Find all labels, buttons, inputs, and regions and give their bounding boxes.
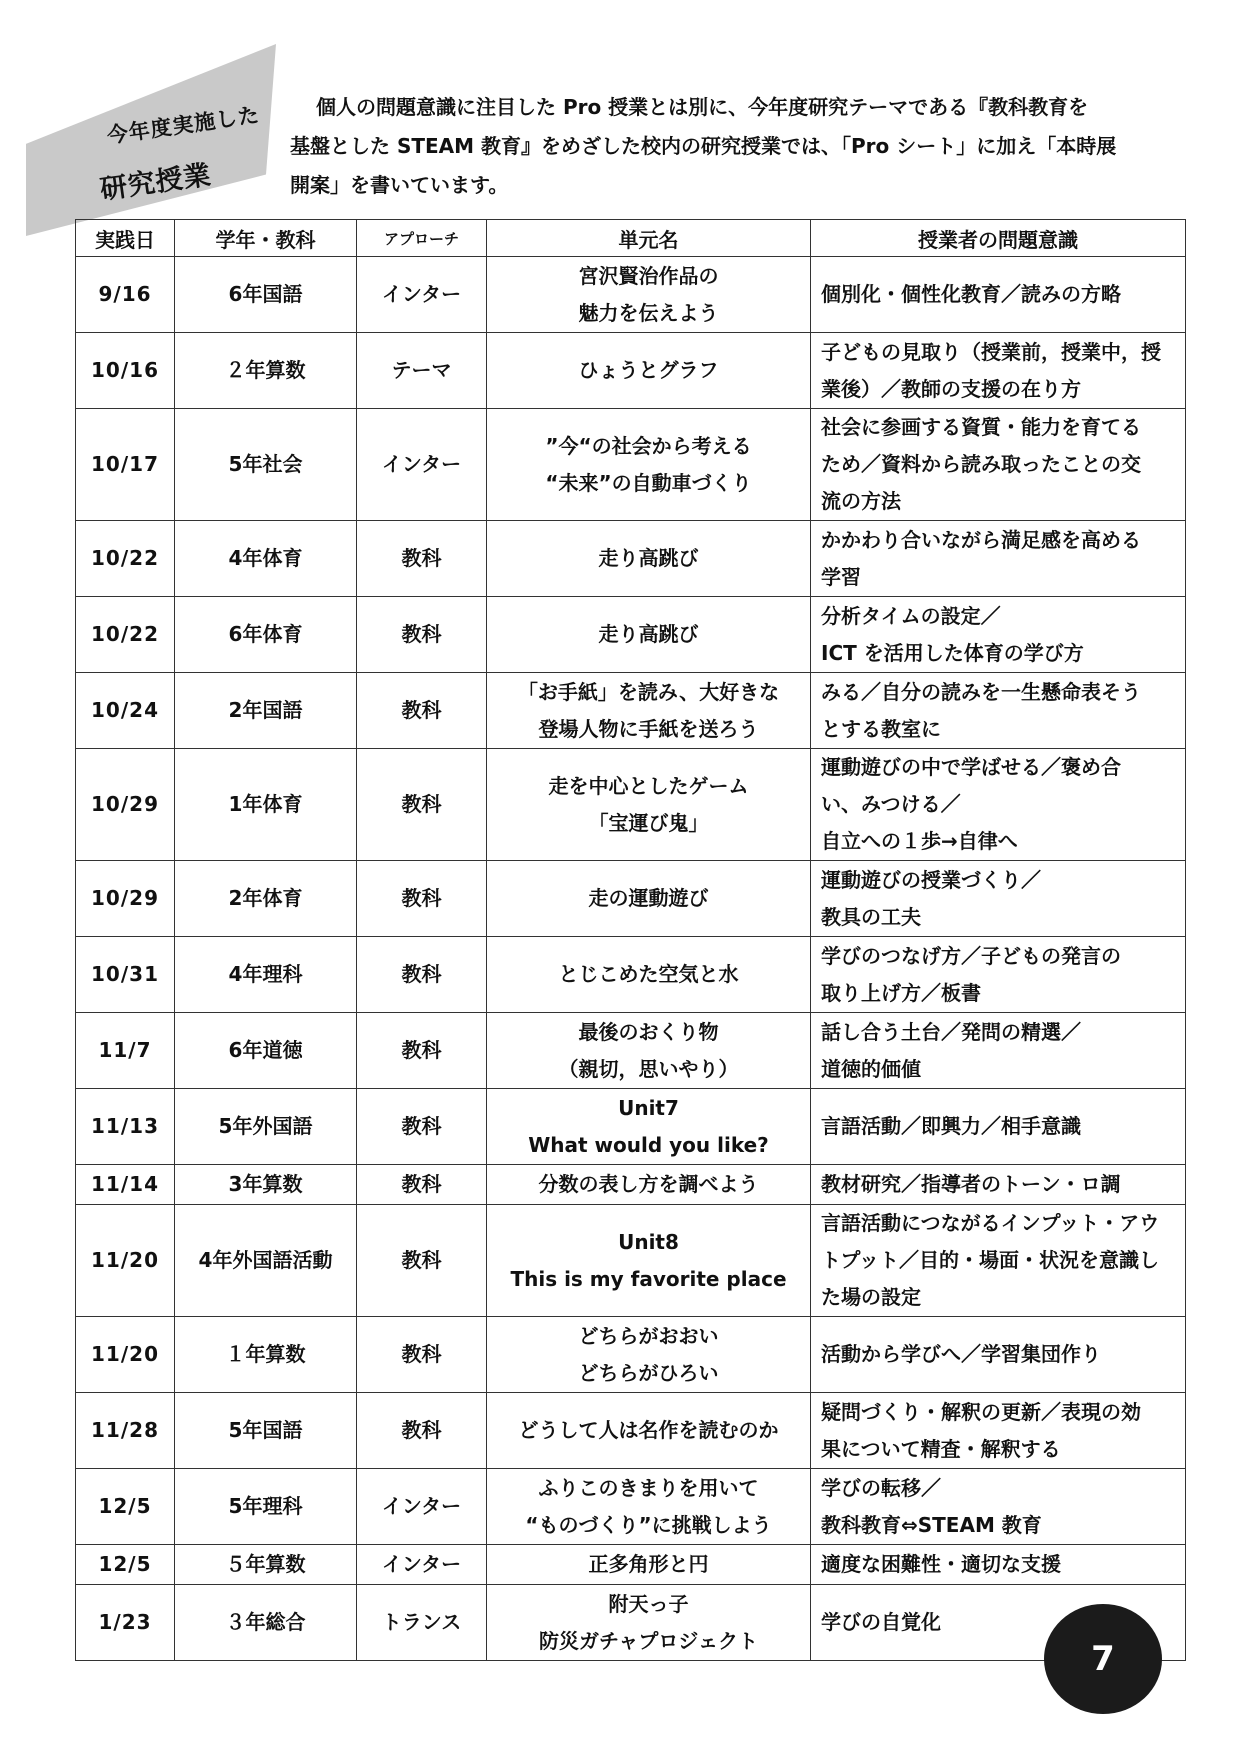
cell-teacher-issue-line: とする教室に: [821, 716, 941, 741]
cell-unit-line: 分数の表し方を調べよう: [538, 1172, 759, 1196]
cell-teacher-issue-line: 個別化・個性化教育／読みの方略: [821, 282, 1121, 306]
cell-teacher-issue-line: 活動から学びへ／学習集団作り: [821, 1342, 1101, 1366]
cell-unit-line: 「お手紙」を読み、大好きな: [517, 679, 780, 704]
cell-grade-subject: 4年体育: [175, 521, 357, 597]
cell-teacher-issue: [811, 937, 1186, 1013]
cell-teacher-issue-line: 言語活動につながるインプット・アウ: [821, 1211, 1160, 1235]
cell-teacher-issue-line: 教材研究／指導者のトーン・ロ調: [821, 1172, 1121, 1196]
table-row: [76, 1205, 1186, 1317]
cell-unit: [487, 1317, 811, 1393]
cell-approach: トランス: [357, 1585, 487, 1661]
cell-unit-line: 走の運動遊び: [588, 886, 709, 910]
banner-label: 今年度実施した: [105, 102, 262, 148]
cell-grade-subject: 5年社会: [175, 409, 357, 521]
cell-date: 10/24: [76, 673, 175, 749]
cell-unit-line: Unit8: [618, 1229, 679, 1254]
cell-unit: [487, 1585, 811, 1661]
cell-date: 10/29: [76, 749, 175, 861]
table-row: [76, 1545, 1186, 1585]
cell-teacher-issue-line: 言語活動／即興力／相手意識: [821, 1114, 1081, 1138]
cell-grade-subject: ２年算数: [175, 333, 357, 409]
page-number: 7: [1091, 1639, 1115, 1679]
cell-grade-subject: 4年外国語活動: [175, 1205, 357, 1317]
cell-teacher-issue-line: 運動遊びの中で学ばせる／褒め合: [821, 755, 1121, 779]
table-row: [76, 1585, 1186, 1661]
cell-date: 10/17: [76, 409, 175, 521]
cell-unit-line: This is my favorite place: [510, 1266, 787, 1291]
cell-grade-subject: 5年理科: [175, 1469, 357, 1545]
cell-unit-line: What would you like?: [528, 1132, 769, 1157]
table-row: [76, 521, 1186, 597]
cell-unit-line: ”今“の社会から考える: [545, 433, 752, 458]
header-unit: 単元名: [487, 220, 811, 257]
cell-unit: [487, 409, 811, 521]
cell-teacher-issue-line: 教科教育⇔STEAM 教育: [821, 1512, 1042, 1537]
cell-grade-subject: 4年理科: [175, 937, 357, 1013]
cell-unit-line: 走り高跳び: [598, 546, 699, 570]
research-lessons-table: [75, 219, 1186, 1661]
cell-grade-subject: 6年道徳: [175, 1013, 357, 1089]
cell-approach: 教科: [357, 861, 487, 937]
intro-line: 開案」を書いています。: [290, 173, 509, 197]
cell-teacher-issue-line: 道徳的価値: [821, 1056, 921, 1081]
cell-teacher-issue-line: トプット／目的・場面・状況を意識し: [821, 1248, 1159, 1272]
table-row: [76, 1165, 1186, 1205]
cell-unit-line: 附天っ子: [608, 1591, 689, 1616]
cell-grade-subject: ５年算数: [175, 1545, 357, 1585]
cell-unit-line: 走を中心としたゲーム: [548, 773, 749, 798]
cell-teacher-issue: [811, 1013, 1186, 1089]
cell-grade-subject: 3年算数: [175, 1165, 357, 1205]
cell-unit: [487, 1013, 811, 1089]
cell-teacher-issue-line: ICT を活用した体育の学び方: [821, 640, 1084, 665]
cell-approach: 教科: [357, 1317, 487, 1393]
cell-unit-line: 魅力を伝えよう: [578, 300, 719, 325]
cell-teacher-issue-line: 学習: [821, 564, 861, 589]
cell-approach: 教科: [357, 1165, 487, 1205]
cell-date: 11/14: [76, 1165, 175, 1205]
cell-teacher-issue: [811, 1469, 1186, 1545]
banner-title: 研究授業: [98, 159, 214, 206]
cell-unit-line: 宮沢賢治作品の: [578, 263, 719, 288]
table-row: [76, 673, 1186, 749]
cell-unit-line: 登場人物に手紙を送ろう: [538, 716, 759, 741]
table-row: [76, 409, 1186, 521]
cell-teacher-issue-line: 疑問づくり・解釈の更新／表現の効: [821, 1399, 1141, 1424]
cell-teacher-issue: [811, 749, 1186, 861]
cell-teacher-issue-line: ため／資料から読み取ったことの交: [821, 452, 1141, 476]
cell-teacher-issue: [811, 1165, 1186, 1205]
cell-unit-line: “未来”の自動車づくり: [545, 470, 752, 495]
table-body: [76, 257, 1186, 1661]
cell-teacher-issue-line: 自立への１歩→自律へ: [821, 829, 1018, 853]
cell-approach: 教科: [357, 937, 487, 1013]
table-row: [76, 333, 1186, 409]
cell-grade-subject: 2年体育: [175, 861, 357, 937]
cell-date: 11/20: [76, 1317, 175, 1393]
intro-paragraph: [290, 88, 1180, 205]
cell-unit-line: 走り高跳び: [598, 622, 699, 646]
cell-date: 10/29: [76, 861, 175, 937]
cell-unit-line: “ものづくり”に挑戦しよう: [525, 1512, 772, 1537]
header-teacher-issue: 授業者の問題意識: [811, 220, 1186, 257]
cell-date: 1/23: [76, 1585, 175, 1661]
header-grade-subject: 学年・教科: [175, 220, 357, 257]
cell-date: 10/22: [76, 597, 175, 673]
cell-teacher-issue-line: 分析タイムの設定／: [821, 603, 1001, 628]
cell-teacher-issue-line: 社会に参画する資質・能力を育てる: [821, 415, 1141, 439]
cell-grade-subject: ３年総合: [175, 1585, 357, 1661]
cell-unit: [487, 1089, 811, 1165]
cell-grade-subject: 5年国語: [175, 1393, 357, 1469]
cell-unit-line: どうして人は名作を読むのか: [518, 1418, 779, 1442]
cell-unit: [487, 1469, 811, 1545]
cell-approach: 教科: [357, 1205, 487, 1317]
cell-teacher-issue: [811, 1089, 1186, 1165]
cell-unit: [487, 937, 811, 1013]
cell-unit-line: とじこめた空気と水: [558, 962, 739, 986]
cell-teacher-issue: [811, 409, 1186, 521]
cell-unit-line: どちらがひろい: [578, 1360, 719, 1385]
cell-approach: インター: [357, 1545, 487, 1585]
cell-teacher-issue: [811, 1545, 1186, 1585]
cell-teacher-issue-line: 業後）／教師の支援の在り方: [821, 376, 1081, 401]
cell-grade-subject: 1年体育: [175, 749, 357, 861]
table-row: [76, 749, 1186, 861]
table-header-row: [76, 220, 1186, 257]
cell-grade-subject: 6年体育: [175, 597, 357, 673]
cell-teacher-issue: [811, 673, 1186, 749]
cell-unit: [487, 673, 811, 749]
cell-teacher-issue: [811, 861, 1186, 937]
cell-teacher-issue-line: 教具の工夫: [821, 904, 921, 929]
cell-teacher-issue-line: 学びの自覚化: [821, 1610, 941, 1634]
cell-teacher-issue-line: 運動遊びの授業づくり／: [821, 867, 1041, 892]
cell-approach: 教科: [357, 521, 487, 597]
cell-teacher-issue-line: い、みつける／: [821, 792, 961, 816]
cell-unit-line: ふりこのきまりを用いて: [538, 1475, 759, 1500]
cell-teacher-issue-line: 子どもの見取り（授業前，授業中，授: [821, 339, 1161, 364]
cell-unit: [487, 749, 811, 861]
table-row: [76, 937, 1186, 1013]
cell-unit-line: 防災ガチャプロジェクト: [539, 1628, 758, 1653]
cell-teacher-issue-line: みる／自分の読みを一生懸命表そう: [821, 679, 1141, 704]
cell-unit-line: （親切，思いやり）: [558, 1056, 739, 1081]
cell-date: 11/20: [76, 1205, 175, 1317]
cell-approach: 教科: [357, 1089, 487, 1165]
cell-unit: [487, 597, 811, 673]
cell-unit: [487, 1165, 811, 1205]
cell-date: 9/16: [76, 257, 175, 333]
table-row: [76, 1013, 1186, 1089]
cell-date: 10/31: [76, 937, 175, 1013]
cell-unit: [487, 257, 811, 333]
table-row: [76, 1317, 1186, 1393]
cell-teacher-issue-line: た場の設定: [821, 1285, 921, 1309]
cell-approach: 教科: [357, 673, 487, 749]
cell-teacher-issue: [811, 1317, 1186, 1393]
cell-teacher-issue-line: かかわり合いながら満足感を高める: [821, 527, 1141, 552]
cell-approach: 教科: [357, 597, 487, 673]
cell-date: 11/28: [76, 1393, 175, 1469]
cell-approach: インター: [357, 257, 487, 333]
cell-unit: [487, 1545, 811, 1585]
cell-date: 10/16: [76, 333, 175, 409]
table-row: [76, 257, 1186, 333]
cell-teacher-issue: [811, 521, 1186, 597]
cell-teacher-issue-line: 学びの転移／: [821, 1475, 941, 1500]
cell-teacher-issue-line: 果について精査・解釈する: [821, 1436, 1061, 1461]
cell-unit: [487, 861, 811, 937]
cell-grade-subject: １年算数: [175, 1317, 357, 1393]
cell-teacher-issue: [811, 597, 1186, 673]
intro-line: 個人の問題意識に注目した Pro 授業とは別に、今年度研究テーマである『教科教育を: [316, 95, 1089, 119]
cell-unit-line: 最後のおくり物: [578, 1019, 719, 1044]
cell-approach: 教科: [357, 749, 487, 861]
table-row: [76, 1089, 1186, 1165]
cell-grade-subject: 6年国語: [175, 257, 357, 333]
cell-date: 10/22: [76, 521, 175, 597]
header-approach: アプローチ: [357, 220, 487, 257]
cell-unit-line: ひょうとグラフ: [578, 358, 719, 382]
cell-teacher-issue-line: 話し合う土台／発問の精選／: [821, 1019, 1081, 1044]
table-row: [76, 1469, 1186, 1545]
cell-unit: [487, 521, 811, 597]
cell-teacher-issue-line: 適度な困難性・適切な支援: [821, 1552, 1061, 1576]
cell-approach: 教科: [357, 1393, 487, 1469]
intro-line: 基盤とした STEAM 教育』をめざした校内の研究授業では、「Pro シート」に加え「本時展: [290, 134, 1117, 158]
cell-unit-line: どちらがおおい: [578, 1323, 719, 1348]
cell-date: 12/5: [76, 1469, 175, 1545]
cell-grade-subject: 5年外国語: [175, 1089, 357, 1165]
cell-unit: [487, 1393, 811, 1469]
table-row: [76, 861, 1186, 937]
cell-date: 12/5: [76, 1545, 175, 1585]
cell-teacher-issue-line: 流の方法: [821, 489, 901, 513]
cell-teacher-issue-line: 学びのつなげ方／子どもの発言の: [821, 943, 1121, 968]
cell-teacher-issue: [811, 1205, 1186, 1317]
cell-grade-subject: 2年国語: [175, 673, 357, 749]
table-row: [76, 597, 1186, 673]
cell-approach: 教科: [357, 1013, 487, 1089]
cell-unit: [487, 333, 811, 409]
cell-teacher-issue-line: 取り上げ方／板書: [821, 980, 981, 1005]
cell-teacher-issue: [811, 333, 1186, 409]
header-date: 実践日: [76, 220, 175, 257]
cell-unit: [487, 1205, 811, 1317]
cell-unit-line: 「宝運び鬼」: [588, 810, 709, 835]
table-row: [76, 1393, 1186, 1469]
cell-approach: インター: [357, 1469, 487, 1545]
cell-approach: インター: [357, 409, 487, 521]
cell-teacher-issue: [811, 257, 1186, 333]
cell-unit-line: Unit7: [618, 1095, 679, 1120]
cell-teacher-issue: [811, 1393, 1186, 1469]
cell-approach: テーマ: [357, 333, 487, 409]
cell-date: 11/7: [76, 1013, 175, 1089]
page-number-badge: [1044, 1604, 1162, 1714]
cell-unit-line: 正多角形と円: [588, 1552, 709, 1576]
cell-date: 11/13: [76, 1089, 175, 1165]
